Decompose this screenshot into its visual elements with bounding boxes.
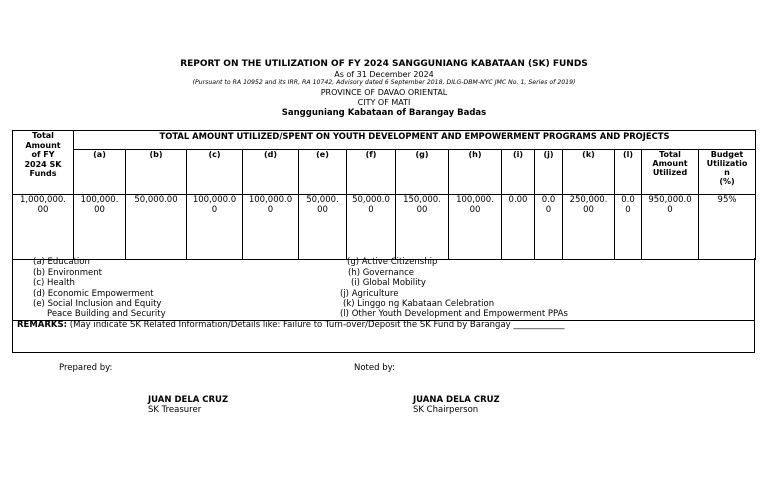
legend-item: Peace Building and Security [47,309,166,319]
report-as-of-date: As of 31 December 2024 [334,70,434,79]
value-cell: 250,000. 00 [563,195,615,260]
value-cell: 50,000. 00 [299,195,347,260]
column-header: (b) [126,150,187,195]
legend-item: (k) Linggo ng Kabataan Celebration [343,299,495,309]
column-header: (f) [347,150,396,195]
total-sk-funds-header: Total Amount of FY 2024 SK Funds [13,131,74,195]
value-cell: 50,000.0 0 [347,195,396,260]
table-header-row-2 [13,150,756,195]
column-header: (i) [502,150,535,195]
column-header: (j) [535,150,563,195]
value-cell: 100,000.0 0 [243,195,299,260]
treasurer-title: SK Treasurer [148,405,202,415]
city-name: CITY OF MATI [357,98,411,107]
column-header: (l) [615,150,642,195]
legend-item: (a) Education [33,257,90,267]
value-cell: 100,000. 00 [449,195,502,260]
table-header-row-1 [13,131,756,150]
chairperson-title: SK Chairperson [413,405,479,415]
remarks-text: (May indicate SK Related Information/Details like: Failure to Turn-over/Deposit the SK Fund by Barangay ____________ [69,320,565,330]
sk-barangay-name: Sangguniang Kabataan of Barangay Badas [281,108,487,118]
value-cell: 950,000.0 0 [642,195,699,260]
column-header: (e) [299,150,347,195]
fund-utilization-table [12,130,756,260]
legend-item: (b) Environment [33,267,103,278]
table-row [13,195,756,260]
remarks-line [17,321,564,330]
column-header: (g) [396,150,449,195]
column-header: (h) [449,150,502,195]
prepared-by-label: Prepared by: [59,363,113,373]
province-name: PROVINCE OF DAVAO ORIENTAL [320,88,448,97]
value-cell: 100,000. 00 [74,195,126,260]
report-title: REPORT ON THE UTILIZATION OF FY 2024 SANGGUNIANG KABATAAN (SK) FUNDS [180,59,588,69]
value-cell: 0.00 [502,195,535,260]
treasurer-name: JUAN DELA CRUZ [148,395,229,405]
legend-item: (g) Active Citizenship [347,257,438,267]
column-header: (k) [563,150,615,195]
value-cell: 100,000.0 0 [187,195,243,260]
chairperson-name: JUANA DELA CRUZ [413,395,500,405]
value-cell: 1,000,000. 00 [13,195,74,260]
column-header: (c) [187,150,243,195]
value-cell: 50,000.00 [126,195,187,260]
value-cell: 0.0 0 [615,195,642,260]
value-cell: 95% [699,195,756,260]
legend-item: (c) Health [33,278,75,288]
legend-item: (l) Other Youth Development and Empowerment PPAs [340,309,568,319]
legend-item: (e) Social Inclusion and Equity [33,299,162,309]
legend-item: (d) Economic Empowerment [33,288,154,299]
legend-item: (i) Global Mobility [351,278,426,288]
value-cell: 150,000. 00 [396,195,449,260]
legal-basis-note: (Pursuant to RA 10952 and its IRR, RA 10742, Advisory dated 6 September 2018, DILG-DBM-NYC JMC No. 1, Series of 2019) [192,79,576,86]
column-header: (d) [243,150,299,195]
remarks-label: REMARKS: [17,320,68,330]
noted-by-label: Noted by: [354,363,395,373]
total-amount-utilized-header: Total Amount Utilized [642,150,699,195]
budget-utilization-header: Budget Utilizatio n (%) [699,150,756,195]
legend-remarks-box [12,258,755,353]
programs-spanning-header: TOTAL AMOUNT UTILIZED/SPENT ON YOUTH DEVELOPMENT AND EMPOWERMENT PROGRAMS AND PROJECTS [74,131,756,150]
legend-item: (j) Agriculture [340,288,399,299]
column-header: (a) [74,150,126,195]
legend-item: (h) Governance [348,267,414,278]
value-cell: 0.0 0 [535,195,563,260]
